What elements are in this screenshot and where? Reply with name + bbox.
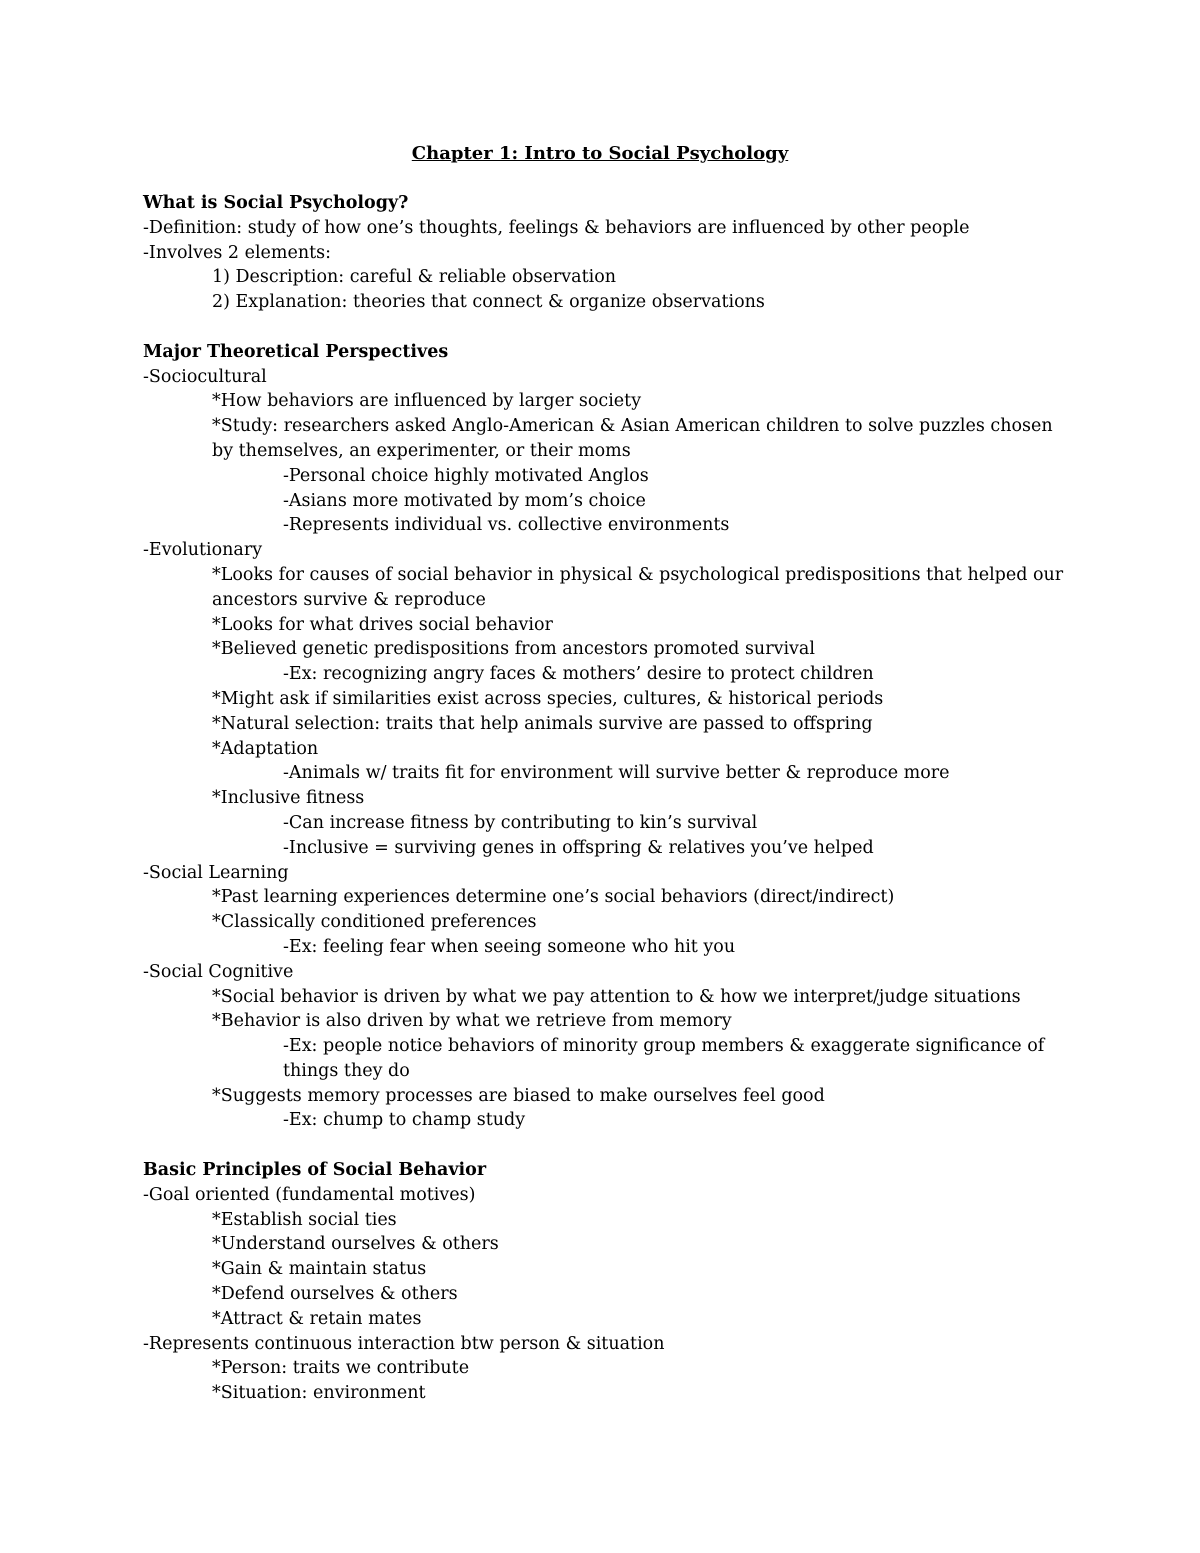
page-title: Chapter 1: Intro to Social Psychology — [411, 143, 789, 164]
text-line: -Ex: feeling fear when seeing someone who hit you — [283, 936, 736, 957]
blank-line — [0, 1133, 1200, 1158]
text-line: ancestors survive & reproduce — [212, 589, 486, 610]
section-heading: Major Theoretical Perspectives — [143, 341, 449, 362]
text-line: -Asians more motivated by mom’s choice — [283, 490, 646, 511]
text-line: *Understand ourselves & others — [212, 1234, 499, 1255]
text-line: -Represents individual vs. collective environments — [283, 515, 730, 536]
text-line: -Ex: people notice behaviors of minority group members & exaggerate significance of — [283, 1036, 1045, 1057]
text-line: -Definition: study of how one’s thoughts, feelings & behaviors are influenced by other people — [143, 217, 970, 238]
text-line: *Classically conditioned preferences — [212, 912, 537, 933]
text-line: *Establish social ties — [212, 1209, 397, 1230]
text-line: *Situation: environment — [212, 1383, 426, 1404]
text-line: *Past learning experiences determine one’s social behaviors (direct/indirect) — [212, 887, 895, 908]
text-line: *How behaviors are influenced by larger society — [212, 391, 642, 412]
text-line: -Sociocultural — [143, 366, 267, 387]
text-line: -Ex: recognizing angry faces & mothers’ desire to protect children — [283, 664, 874, 685]
text-line: -Goal oriented (fundamental motives) — [143, 1184, 476, 1205]
text-line: -Ex: chump to champ study — [283, 1110, 526, 1131]
text-line: 1) Description: careful & reliable observation — [212, 267, 617, 288]
text-line: *Behavior is also driven by what we retrieve from memory — [212, 1011, 732, 1032]
text-line: -Evolutionary — [143, 540, 263, 561]
text-line: *Looks for what drives social behavior — [212, 614, 553, 635]
text-line: *Suggests memory processes are biased to make ourselves feel good — [212, 1085, 825, 1106]
section-heading: What is Social Psychology? — [143, 193, 409, 213]
text-line: *Social behavior is driven by what we pay attention to & how we interpret/judge situations — [212, 986, 1021, 1007]
text-line: 2) Explanation: theories that connect & organize observations — [212, 292, 765, 313]
text-line: *Adaptation — [212, 738, 319, 759]
text-line: things they do — [283, 1060, 410, 1081]
text-line: *Inclusive fitness — [212, 788, 365, 809]
text-line: *Believed genetic predispositions from ancestors promoted survival — [212, 639, 815, 660]
text-line: -Can increase fitness by contributing to kin’s survival — [283, 812, 758, 833]
text-line: *Attract & retain mates — [212, 1308, 422, 1329]
text-line: -Personal choice highly motivated Anglos — [283, 465, 649, 486]
text-line: -Inclusive = surviving genes in offspring & relatives you’ve helped — [283, 837, 874, 858]
text-line: *Natural selection: traits that help animals survive are passed to offspring — [212, 713, 873, 734]
text-line: *Defend ourselves & others — [212, 1284, 458, 1305]
document-body — [0, 191, 1200, 1406]
text-line: *Study: researchers asked Anglo-American & Asian American children to solve puzzles chosen — [212, 416, 1053, 437]
text-line: -Social Learning — [143, 862, 289, 883]
text-line: -Animals w/ traits fit for environment will survive better & reproduce more — [283, 763, 950, 784]
text-line: *Looks for causes of social behavior in physical & psychological predispositions that helped our — [212, 564, 1064, 585]
text-line: -Involves 2 elements: — [143, 242, 332, 263]
text-line: *Gain & maintain status — [212, 1259, 427, 1280]
text-line: by themselves, an experimenter, or their moms — [212, 440, 631, 461]
blank-line — [0, 315, 1200, 340]
text-line: *Might ask if similarities exist across species, cultures, & historical periods — [212, 688, 884, 709]
text-line: *Person: traits we contribute — [212, 1358, 470, 1379]
section-heading: Basic Principles of Social Behavior — [143, 1160, 487, 1181]
text-line: -Represents continuous interaction btw person & situation — [143, 1333, 665, 1354]
text-line: -Social Cognitive — [143, 961, 294, 982]
